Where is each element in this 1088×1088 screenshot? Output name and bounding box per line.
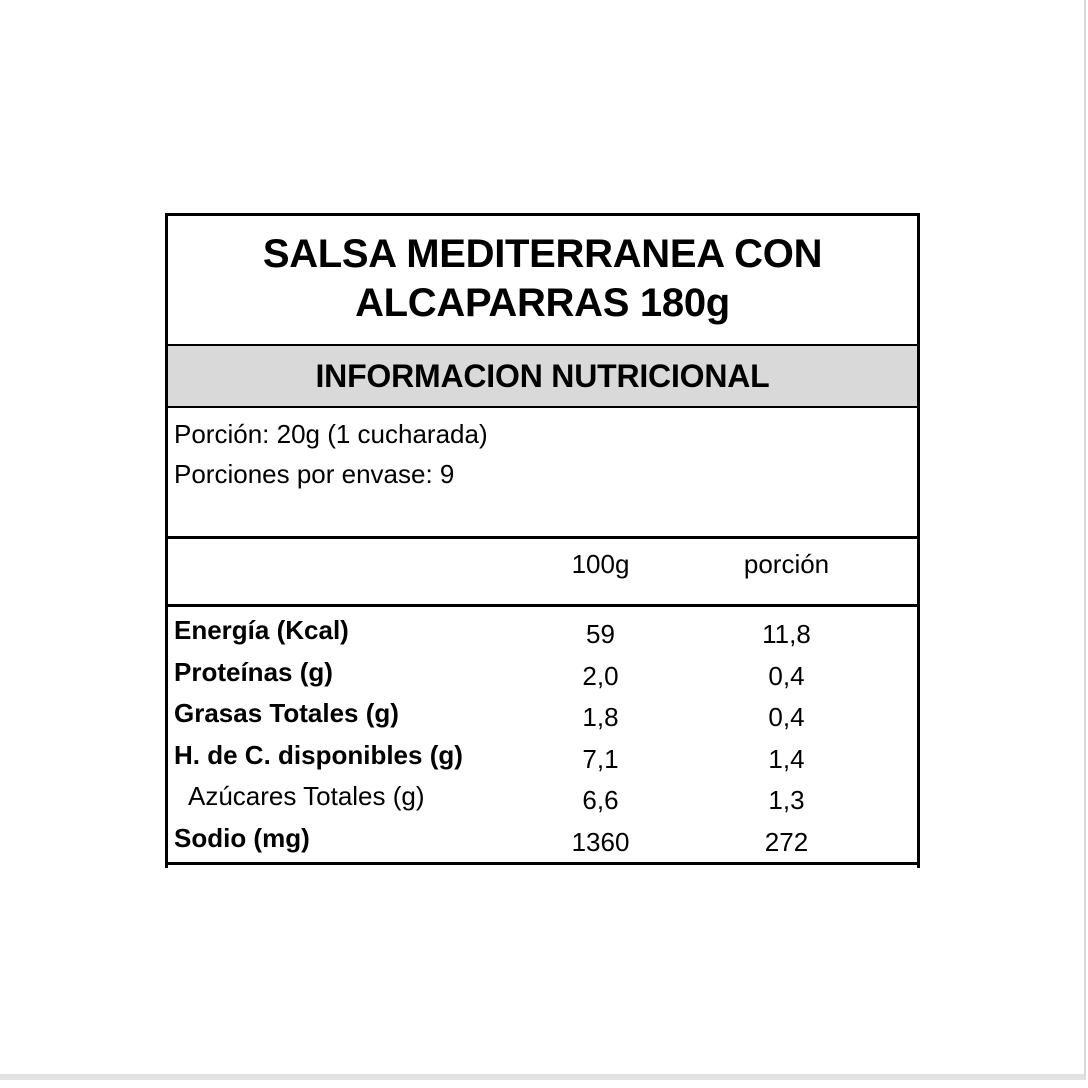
nutrition-info-heading: INFORMACION NUTRICIONAL <box>168 346 917 408</box>
nutrient-row-protein <box>168 655 917 697</box>
nutrient-value-portion: 1,4 <box>768 743 805 774</box>
product-title <box>168 216 917 346</box>
nutrient-value-100g: 2,0 <box>582 660 619 691</box>
nutrient-name: Proteínas (g) <box>174 656 333 687</box>
nutrient-row-sodium <box>168 821 917 863</box>
nutrient-value-100g: 59 <box>586 619 615 649</box>
nutrient-value-portion: 11,8 <box>762 619 811 649</box>
nutrient-name: H. de C. disponibles (g) <box>174 739 463 770</box>
nutrient-row-sugars <box>168 779 917 821</box>
nutrient-value-100g: 1360 <box>571 826 630 857</box>
nutrient-value-100g: 7,1 <box>582 743 619 774</box>
column-header-portion: porción <box>743 549 830 579</box>
nutrient-value-portion: 272 <box>764 826 809 857</box>
nutrient-value-portion: 0,4 <box>768 660 805 691</box>
portion-info <box>168 408 917 539</box>
nutrition-label <box>165 213 920 865</box>
nutrient-value-100g: 6,6 <box>582 785 619 815</box>
nutrient-name: Azúcares Totales (g) <box>188 781 425 811</box>
nutrient-row-carbohydrates <box>168 738 917 780</box>
nutrient-name: Grasas Totales (g) <box>174 698 399 728</box>
servings-per-container: Porciones por envase: 9 <box>174 459 455 489</box>
column-header-row <box>168 539 917 607</box>
product-title-line1: SALSA MEDITERRANEA CON <box>262 232 823 276</box>
nutrient-name: Energía (Kcal) <box>174 615 349 645</box>
nutrient-value-100g: 1,8 <box>582 702 619 732</box>
nutrient-row-energy <box>168 613 917 655</box>
column-header-100g: 100g <box>571 549 630 579</box>
portion-size: Porción: 20g (1 cucharada) <box>174 419 488 449</box>
nutrient-name: Sodio (mg) <box>174 822 310 853</box>
label-bottom-edge <box>165 862 920 868</box>
nutrient-row-total-fat <box>168 696 917 738</box>
nutrient-value-portion: 1,3 <box>768 785 805 815</box>
nutrient-table <box>168 607 917 865</box>
nutrient-value-portion: 0,4 <box>768 702 805 732</box>
product-title-line2: ALCAPARRAS 180g <box>355 281 730 325</box>
